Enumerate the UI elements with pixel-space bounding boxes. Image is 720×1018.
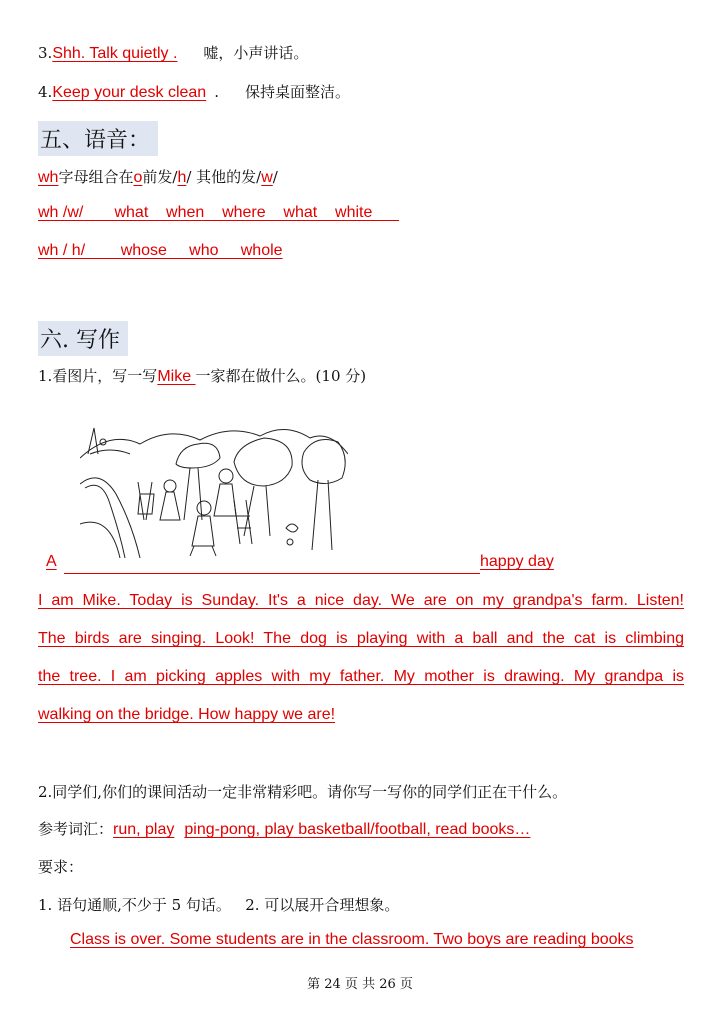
item-3-answer: Shh. Talk quietly . [52,45,178,62]
section-6-heading: 六. 写作 [38,321,128,356]
essay-title-right: happy day [480,553,554,570]
item-3-number: 3. [38,44,53,62]
page-footer: 第 24 页 共 26 页 [307,977,413,992]
requirements-items: 1. 语句通顺,不少于 5 句话。 2. 可以展开合理想象。 [38,896,400,914]
family-farm-illustration [80,424,348,558]
rule-wh: wh [38,169,59,186]
question-2: 2.同学们,你们的课间活动一定非常精彩吧。请你写一写你的同学们正在干什么。 [38,783,568,801]
reference-words-1: run, play [113,821,175,838]
question-1-pre: 1.看图片，写一写 [38,367,158,385]
essay-line-2: The birds are singing. Look! The dog is playing with a ball and the cat is climbing [38,630,684,647]
essay-body [38,582,684,696]
reference-words-2: ping-pong, play basketball/football, read books… [184,821,531,838]
reference-words [38,818,530,839]
essay-line-3: the tree. I am picking apples with my father. My mother is drawing. My grandpa is [38,668,684,685]
rule-o: o [133,169,143,186]
phonics-rule [38,166,278,187]
requirements-label: 要求： [38,858,84,876]
essay-title-blank [64,553,480,574]
rule-w: w [261,169,273,186]
essay-line-1: I am Mike. Today is Sunday. It's a nice day. We are on my grandpa's farm. Listen! [38,592,684,609]
question-1 [38,365,366,386]
item-4-chinese: 保持桌面整洁。 [244,83,350,101]
question-1-name: Mike [157,368,196,385]
rule-text-3: / 其他的发/ [186,168,262,186]
rule-h: h [177,169,187,186]
essay-title-left: A [46,553,57,570]
item-3 [38,42,308,63]
phonics-line-w: wh /w/ what when where what white [38,204,400,221]
reference-label: 参考词汇： [38,820,114,838]
phonics-line-h: wh / h/ whose who whole [38,242,283,259]
section-5-heading: 五、语音： [38,121,158,156]
question-1-post: 一家都在做什么。(10 分) [195,367,367,385]
item-4 [38,81,350,102]
item-4-number: 4. [38,83,53,101]
rule-text-2: 前发/ [142,168,178,186]
rule-text-1: 字母组合在 [58,168,134,186]
item-4-dot: . [214,83,219,101]
essay-line-4: walking on the bridge. How happy we are! [38,706,336,723]
item-4-answer: Keep your desk clean [52,84,207,101]
rule-text-4: / [272,168,278,186]
essay-2-line-1: Class is over. Some students are in the classroom. Two boys are reading books [70,931,634,948]
item-3-chinese: 嘘，小声讲话。 [203,44,309,62]
